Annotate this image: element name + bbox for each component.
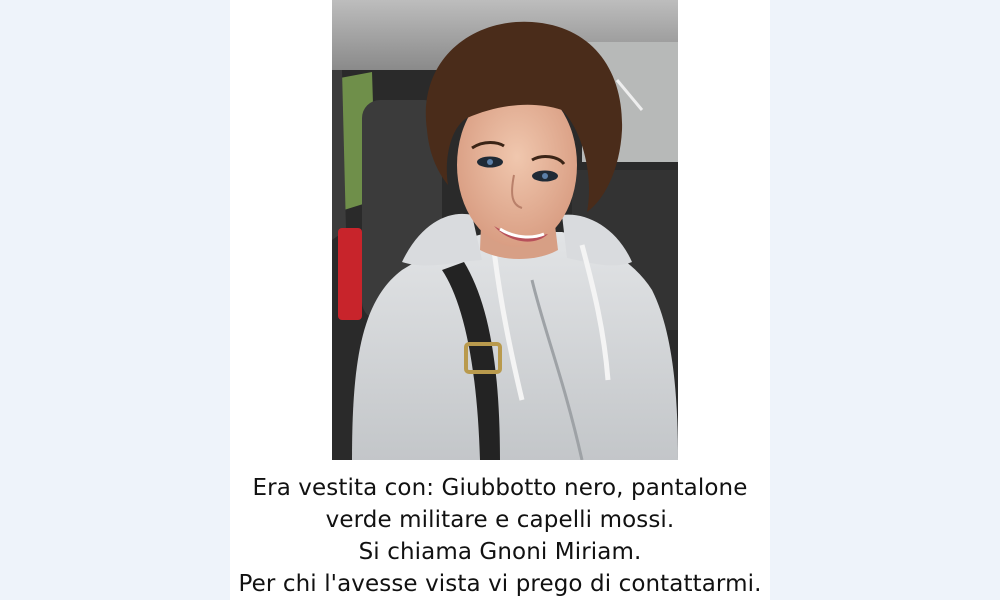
photo-illustration	[332, 0, 678, 460]
caption-line-1: Era vestita con: Giubbotto nero, pantalone	[252, 475, 748, 501]
seatbelt-red	[338, 228, 362, 320]
caption-line-2: verde militare e capelli mossi.	[325, 507, 675, 533]
person-photo	[332, 0, 678, 460]
left-iris	[487, 159, 493, 165]
right-iris	[542, 173, 548, 179]
caption-line-4: Per chi l'avesse vista vi prego di contattarmi.	[238, 571, 762, 597]
description-text	[230, 472, 770, 600]
caption-line-3: Si chiama Gnoni Miriam.	[358, 539, 642, 565]
